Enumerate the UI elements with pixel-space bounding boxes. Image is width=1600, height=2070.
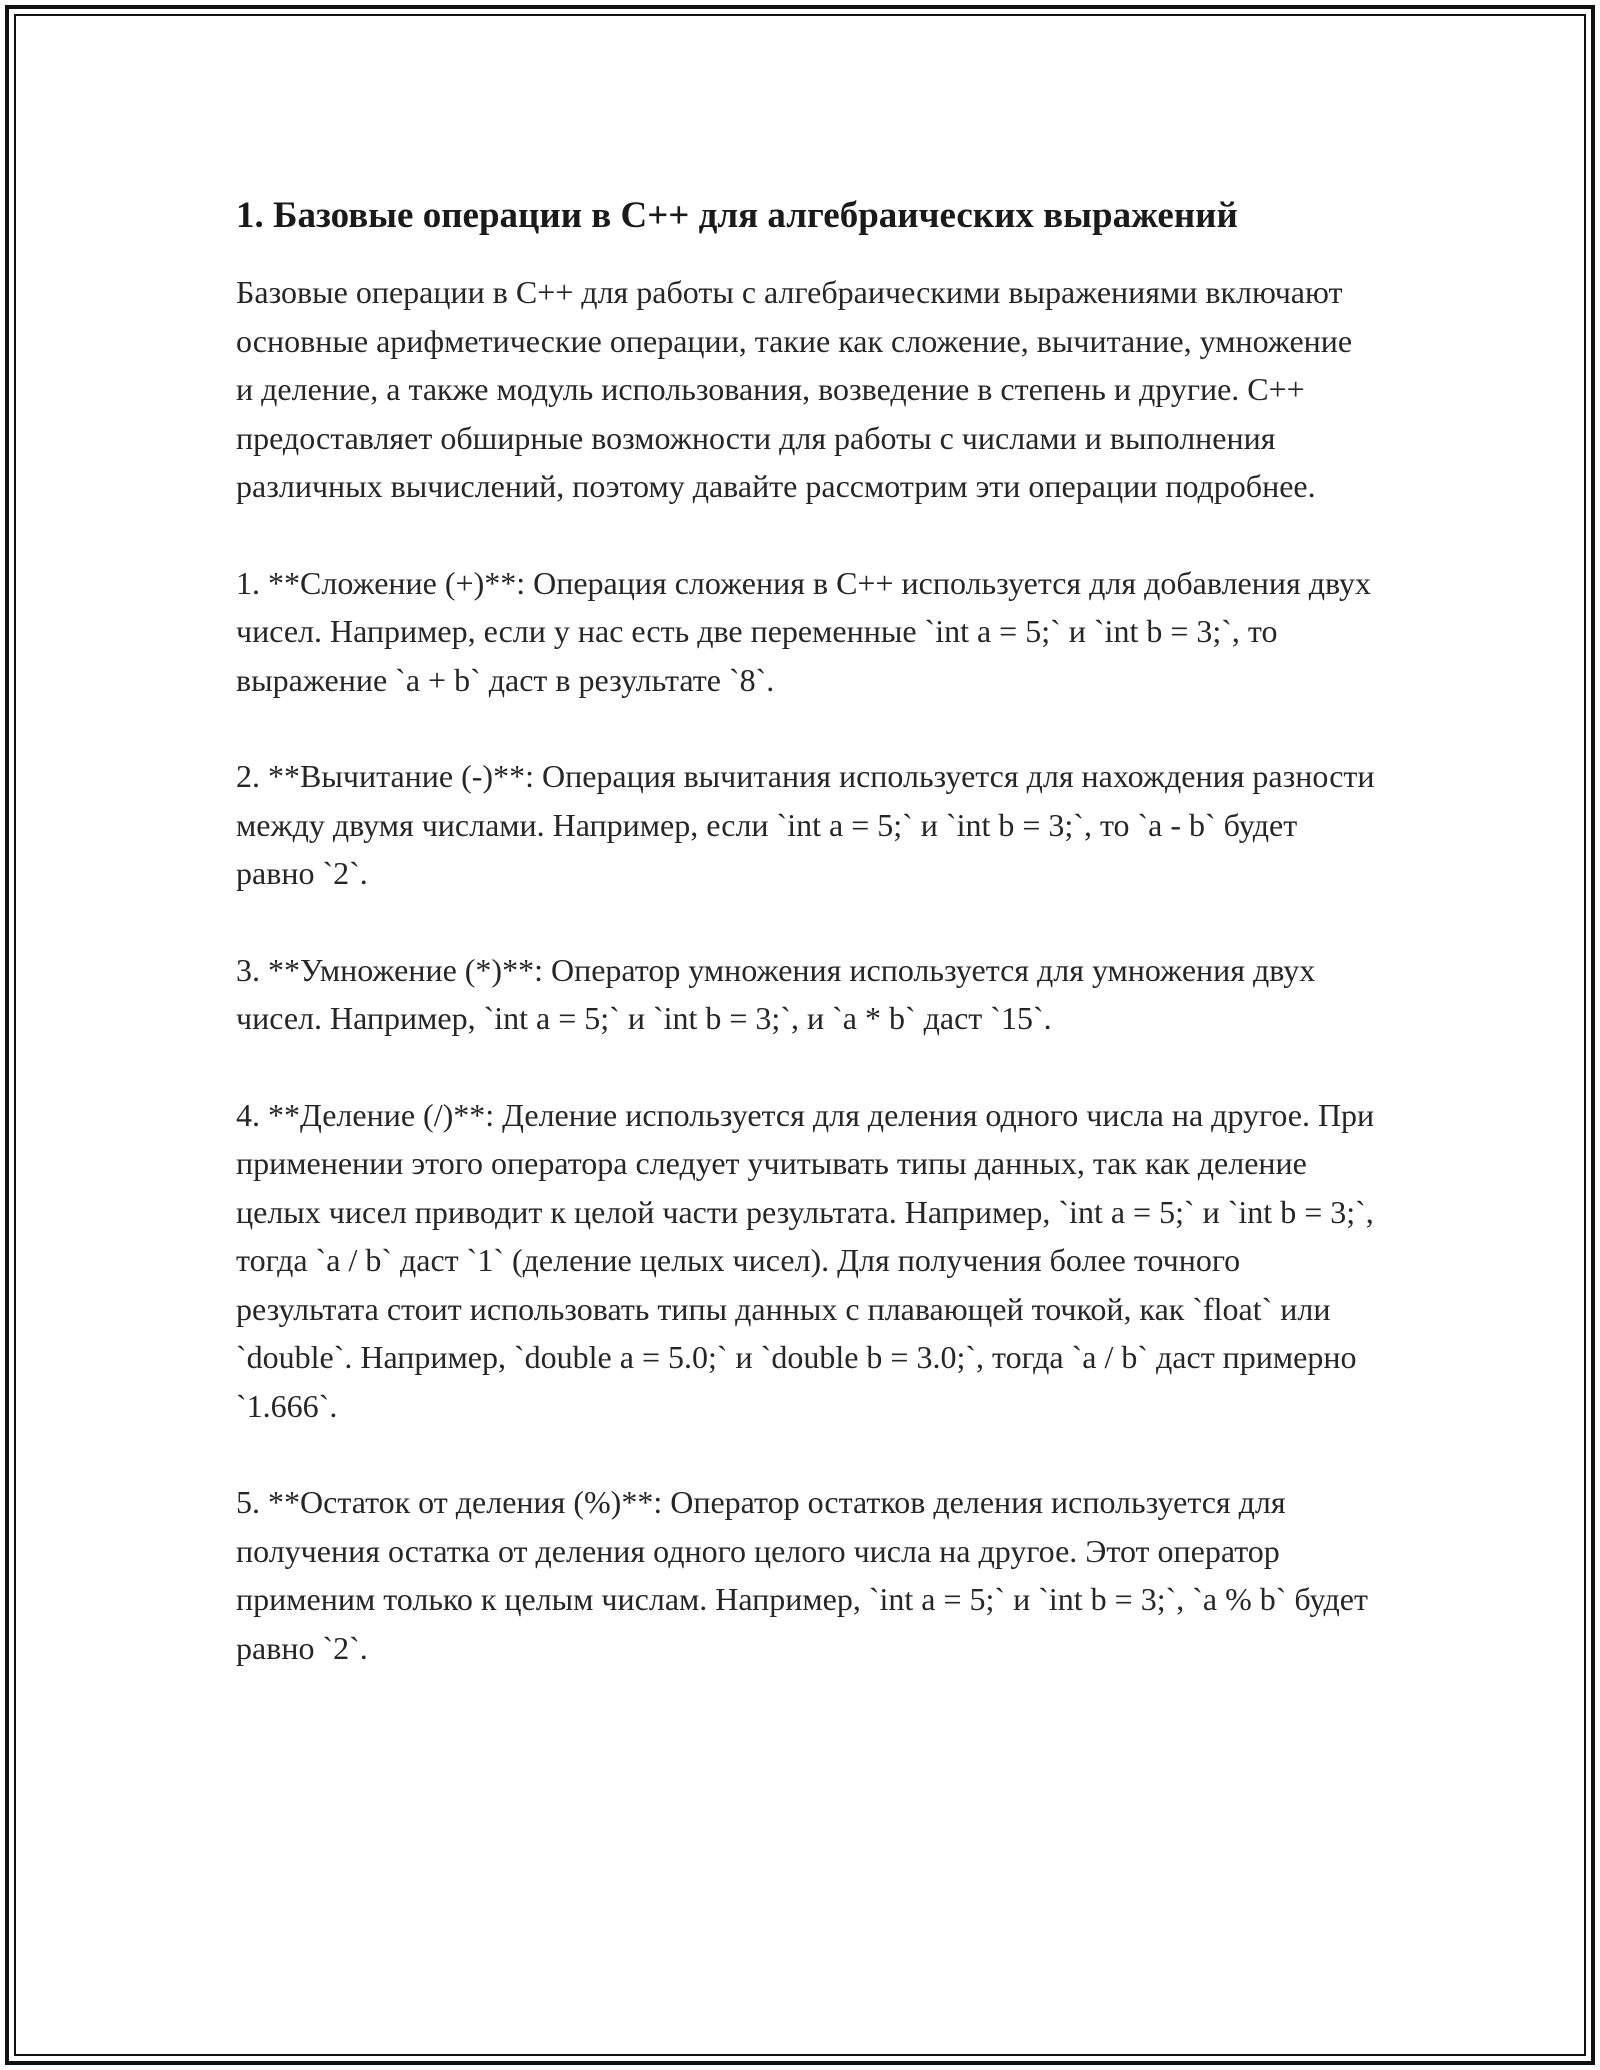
addition-paragraph: 1. **Сложение (+)**: Операция сложения в C++ используется для добавления двух чисел. Например, если у нас есть две переменные `int a = 5;` и `int b = 3;`, то выражение `a + b` даст в результате `8`.: [236, 564, 1371, 698]
modulo-paragraph: 5. **Остаток от деления (%)**: Оператор остатков деления используется для получения остатка от деления одного целого числа на другое. Этот оператор применим только к целым числам. Например, `int a = 5;` и `int b = 3;`, `a % b` будет равно `2`.: [236, 1484, 1368, 1666]
subtraction-paragraph: 2. **Вычитание (-)**: Операция вычитания используется для нахождения разности между двумя числами. Например, если `int a = 5;` и `int b = 3;`, то `a - b` будет равно `2`.: [236, 758, 1375, 891]
document-title: 1. Базовые операции в C++ для алгебраических выражений: [236, 195, 1238, 236]
multiplication-paragraph: 3. **Умножение (*)**: Оператор умножения используется для умножения двух чисел. Например, `int a = 5;` и `int b = 3;`, и `a * b` даст `15`.: [236, 951, 1316, 1036]
document-body: [236, 188, 1376, 1720]
intro-paragraph: Базовые операции в C++ для работы с алгебраическими выражениями включают основные арифметические операции, такие как сложение, вычитание, умножение и деление, а также модуль использования, возведение в степень и другие. C++ предоставляет обширные возможности для работы с числами и выполнения различных вычислений, поэтому давайте рассмотрим эти операции подробнее.: [236, 274, 1353, 504]
division-paragraph: 4. **Деление (/)**: Деление используется для деления одного числа на другое. При применении этого оператора следует учитывать типы данных, так как деление целых чисел приводит к целой части результата. Например, `int a = 5;` и `int b = 3;`, тогда `a / b` даст `1` (деление целых чисел). Для получения более точного результата стоит использовать типы данных с плавающей точкой, как `float` или `double`. Например, `double a = 5.0;` и `double b = 3.0;`, тогда `a / b` даст примерно `1.666`.: [236, 1096, 1375, 1424]
